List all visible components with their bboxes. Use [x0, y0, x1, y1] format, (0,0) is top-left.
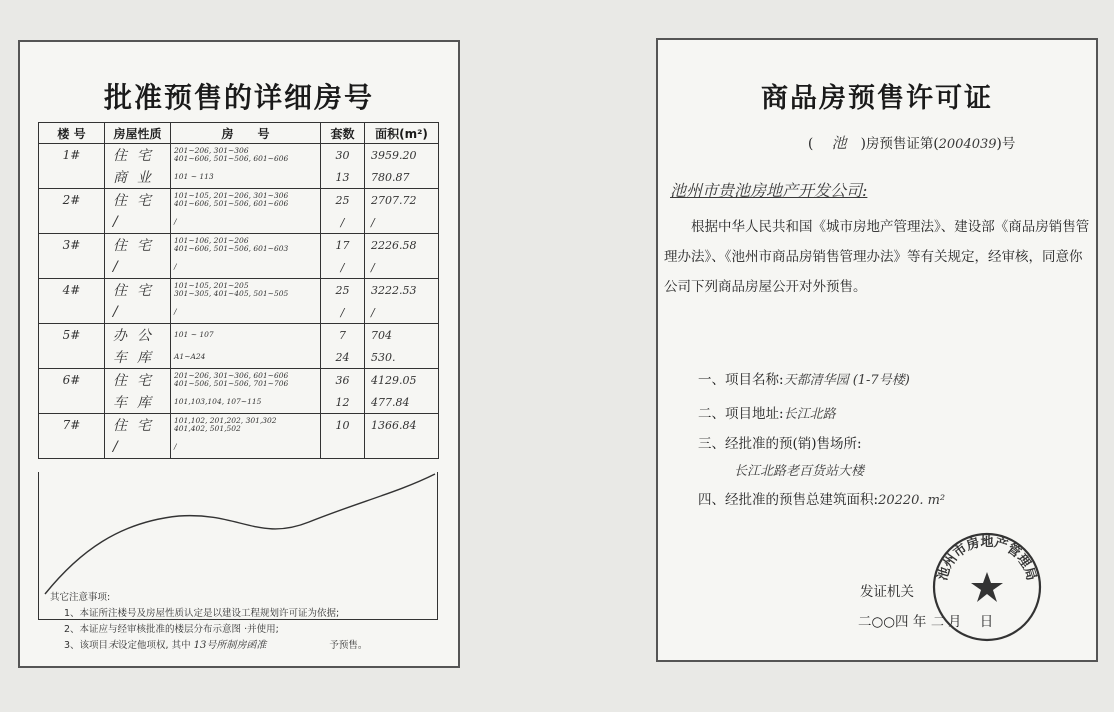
- rooms-cell: [171, 391, 321, 414]
- sets-cell: /: [321, 256, 365, 279]
- area-cell: 3222.53: [365, 279, 439, 302]
- room-range: 301~305, 401~405, 501~505: [174, 289, 289, 298]
- room-range: 101 ~ 107: [174, 330, 214, 339]
- use-cell: 住宅: [105, 369, 171, 392]
- use-cell: 住宅: [105, 189, 171, 212]
- sets-cell: 25: [321, 279, 365, 302]
- header-building: 楼 号: [39, 123, 105, 144]
- rooms-cell: [171, 211, 321, 234]
- official-seal: [930, 530, 1044, 644]
- building-cell: 3#: [39, 234, 105, 257]
- table-row: [39, 211, 439, 234]
- room-range: 101,102, 201,202, 301,302: [174, 416, 277, 425]
- rooms-cell: [171, 256, 321, 279]
- left-page-title: 批准预售的详细房号: [103, 81, 374, 114]
- use-cell: 住宅: [105, 234, 171, 257]
- area-cell: 477.84: [365, 391, 439, 414]
- room-range: 401,402, 501,502: [174, 424, 241, 433]
- room-range: 101,103,104, 107~115: [174, 397, 262, 406]
- header-rooms: 房 号: [171, 123, 321, 144]
- area-cell: 704: [365, 324, 439, 347]
- rooms-cell: [171, 301, 321, 324]
- building-cell: [39, 436, 105, 459]
- area-cell: 3959.20: [365, 144, 439, 167]
- building-cell: 6#: [39, 369, 105, 392]
- room-range: A1~A24: [174, 352, 206, 361]
- rooms-cell: [171, 189, 321, 212]
- room-range: /: [174, 217, 177, 226]
- header-area: 面积(m²): [365, 123, 439, 144]
- building-cell: [39, 301, 105, 324]
- issue-date: 二○○四 年 二 月 日: [858, 614, 994, 630]
- building-cell: [39, 256, 105, 279]
- table-row: [39, 414, 439, 437]
- issuing-authority: 发证机关: [860, 584, 914, 600]
- room-range: 201~206, 301~306: [174, 146, 249, 155]
- area-cell: /: [365, 256, 439, 279]
- building-cell: 1#: [39, 144, 105, 167]
- use-cell: 住宅: [105, 144, 171, 167]
- certificate-number: ( 池 )房预售证第(2004039)号: [808, 134, 1016, 152]
- notes-heading: 其它注意事项:: [50, 592, 111, 603]
- seal-text: 池州市房地产管理局: [935, 534, 1039, 583]
- building-cell: 2#: [39, 189, 105, 212]
- company-name: 池州市贵池房地产开发公司:: [670, 181, 868, 200]
- room-range: 401~606, 501~506, 601~603: [174, 244, 289, 253]
- room-table: [38, 122, 439, 459]
- area-cell: 2226.58: [365, 234, 439, 257]
- item-project-name: 一、项目名称:天都清华园 (1-7号楼): [698, 372, 910, 388]
- item-sales-place-label: 三、经批准的预(销)售场所:: [698, 436, 862, 452]
- presale-permit-page: [656, 38, 1098, 662]
- building-cell: [39, 211, 105, 234]
- rooms-cell: [171, 234, 321, 257]
- approved-room-list-page: [18, 40, 460, 668]
- area-cell: 4129.05: [365, 369, 439, 392]
- use-cell: 住宅: [105, 414, 171, 437]
- use-cell: /: [105, 256, 171, 279]
- rooms-cell: [171, 414, 321, 437]
- area-cell: /: [365, 301, 439, 324]
- note-1: 1、本证所注楼号及房屋性质认定是以建设工程规划许可证为依据;: [64, 608, 340, 619]
- room-range: /: [174, 262, 177, 271]
- table-row: [39, 279, 439, 302]
- area-cell: /: [365, 211, 439, 234]
- header-use: 房屋性质: [105, 123, 171, 144]
- room-range: 401~606, 501~506, 601~606: [174, 199, 289, 208]
- use-cell: 车库: [105, 346, 171, 369]
- sets-cell: /: [321, 301, 365, 324]
- table-row: [39, 189, 439, 212]
- rooms-cell: [171, 144, 321, 167]
- building-cell: 7#: [39, 414, 105, 437]
- room-range: 101~105, 201~205: [174, 281, 249, 290]
- room-table-body: [39, 144, 439, 459]
- sets-cell: /: [321, 211, 365, 234]
- header-sets: 套数: [321, 123, 365, 144]
- area-cell: 530.: [365, 346, 439, 369]
- sets-cell: 12: [321, 391, 365, 414]
- rooms-cell: [171, 436, 321, 459]
- room-range: 401~506, 501~506, 701~706: [174, 379, 289, 388]
- use-cell: 住宅: [105, 279, 171, 302]
- rooms-cell: [171, 279, 321, 302]
- room-range: 401~606, 501~506, 601~606: [174, 154, 289, 163]
- note-3-handwritten-mark: 未: [108, 640, 119, 651]
- rooms-cell: [171, 166, 321, 189]
- table-row: [39, 144, 439, 167]
- item-total-area: 四、经批准的预售总建筑面积:20220. m²: [698, 492, 946, 508]
- building-cell: [39, 166, 105, 189]
- area-cell: [365, 436, 439, 459]
- rooms-cell: [171, 369, 321, 392]
- sets-cell: 24: [321, 346, 365, 369]
- note-3: 3、该项目未设定他项权, 其中 13号所制房函准 予预售。: [64, 640, 368, 651]
- permit-title: 商品房预售许可证: [761, 83, 993, 114]
- note-2: 2、本证应与经审核批准的楼层分布示意图 ·并使用;: [64, 624, 279, 635]
- table-row: [39, 369, 439, 392]
- area-cell: 2707.72: [365, 189, 439, 212]
- room-range: /: [174, 307, 177, 316]
- table-row: [39, 436, 439, 459]
- room-range: /: [174, 442, 177, 451]
- sets-cell: [321, 436, 365, 459]
- item-project-address: 二、项目地址:长江北路: [698, 406, 836, 422]
- table-row: [39, 391, 439, 414]
- area-cell: 1366.84: [365, 414, 439, 437]
- rooms-cell: [171, 346, 321, 369]
- rooms-cell: [171, 324, 321, 347]
- use-cell: 车库: [105, 391, 171, 414]
- seal-star-icon: [971, 572, 1003, 602]
- room-range: 201~206, 301~306, 601~606: [174, 371, 289, 380]
- use-cell: /: [105, 211, 171, 234]
- table-row: [39, 346, 439, 369]
- room-range: 101~105, 201~206, 301~306: [174, 191, 289, 200]
- room-range: 101 ~ 113: [174, 172, 214, 181]
- permit-body-text: 根据中华人民共和国《城市房地产管理法》、建设部《商品房销售管理办法》、《池州市商品房销售管理办法》等有关规定，经审核，同意你公司下列商品房屋公开对外预售。: [664, 219, 1090, 295]
- use-cell: 办公: [105, 324, 171, 347]
- sets-cell: 13: [321, 166, 365, 189]
- table-row: [39, 301, 439, 324]
- sets-cell: 7: [321, 324, 365, 347]
- sets-cell: 30: [321, 144, 365, 167]
- area-cell: 780.87: [365, 166, 439, 189]
- table-row: [39, 256, 439, 279]
- building-cell: [39, 391, 105, 414]
- table-row: [39, 166, 439, 189]
- use-cell: 商业: [105, 166, 171, 189]
- table-row: [39, 324, 439, 347]
- building-cell: [39, 346, 105, 369]
- sets-cell: 10: [321, 414, 365, 437]
- sets-cell: 36: [321, 369, 365, 392]
- use-cell: /: [105, 301, 171, 324]
- room-range: 101~106, 201~206: [174, 236, 249, 245]
- use-cell: /: [105, 436, 171, 459]
- building-cell: 5#: [39, 324, 105, 347]
- notes-section: [50, 590, 454, 654]
- table-row: [39, 234, 439, 257]
- sets-cell: 25: [321, 189, 365, 212]
- building-cell: 4#: [39, 279, 105, 302]
- sets-cell: 17: [321, 234, 365, 257]
- note-3-handwritten: 13号所制房函准: [193, 640, 267, 651]
- item-sales-place-value: 长江北路老百货站大楼: [734, 464, 865, 479]
- room-table-header: [39, 123, 439, 144]
